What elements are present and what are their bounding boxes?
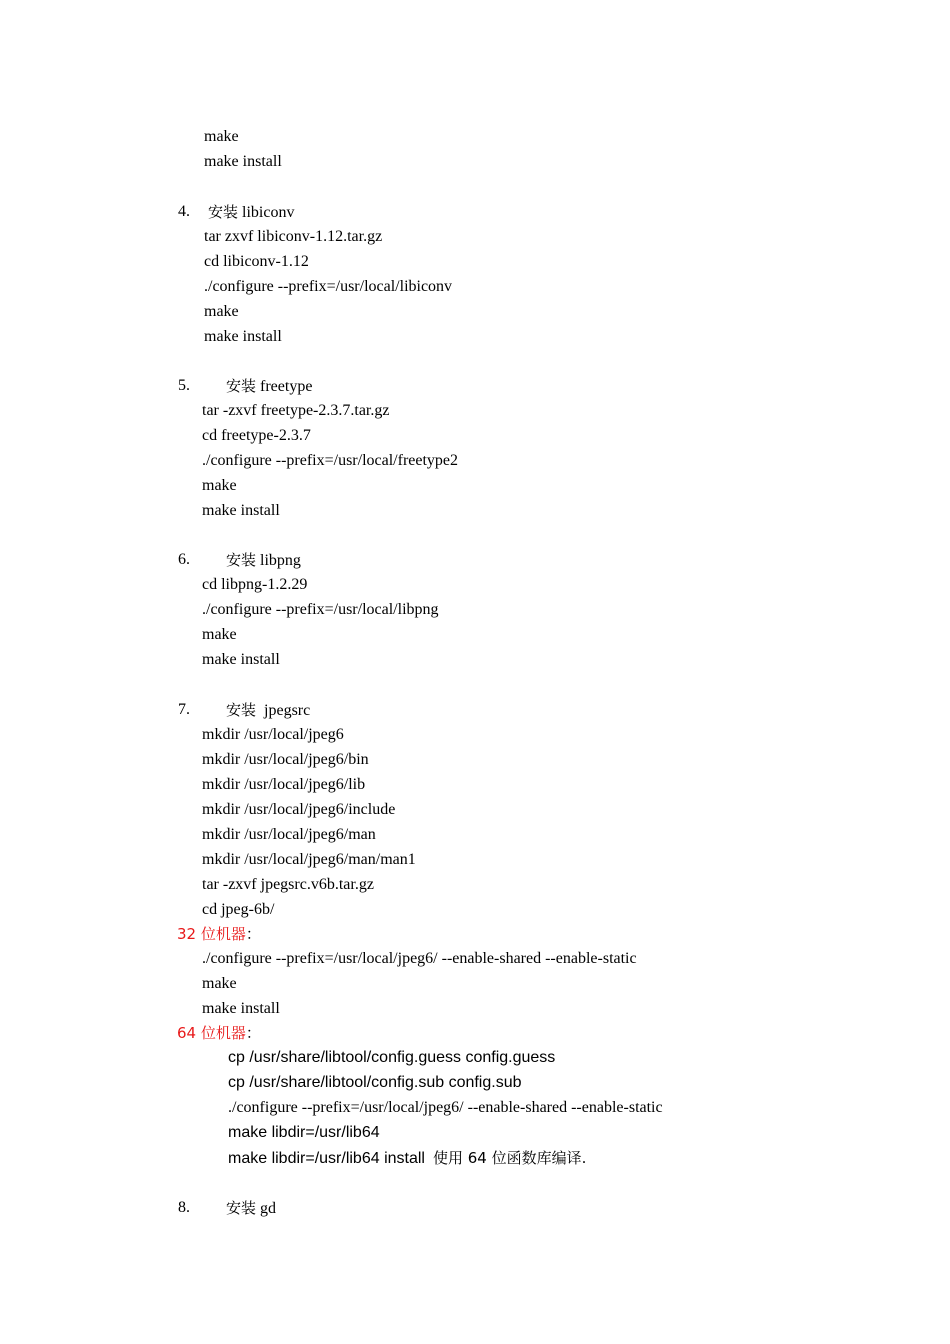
section-heading-name: gd xyxy=(260,1200,277,1217)
cmd-line: mkdir /usr/local/jpeg6/include xyxy=(202,801,396,818)
cmd-line: make libdir=/usr/lib64 xyxy=(228,1124,380,1141)
cmd-line: make install xyxy=(202,502,280,519)
cmd-line: mkdir /usr/local/jpeg6 xyxy=(202,726,344,743)
cmd-line-with-note xyxy=(228,1148,586,1169)
section-number: 6. xyxy=(178,551,190,568)
cmd-line: ./configure --prefix=/usr/local/libpng xyxy=(202,601,439,618)
section-heading-name: freetype xyxy=(260,378,313,395)
cmd-line: mkdir /usr/local/jpeg6/man/man1 xyxy=(202,851,416,868)
arch-32-colon: ： xyxy=(245,925,261,943)
section-heading xyxy=(208,202,294,223)
cmd-line: tar -zxvf freetype-2.3.7.tar.gz xyxy=(202,402,390,419)
section-heading xyxy=(226,550,301,571)
cmd-line: ./configure --prefix=/usr/local/jpeg6/ --enable-shared --enable-static xyxy=(202,950,637,967)
cmd-line: cd freetype-2.3.7 xyxy=(202,427,311,444)
section-heading xyxy=(226,700,310,721)
cmd-line: make xyxy=(202,477,237,494)
cmd-line: cd libiconv-1.12 xyxy=(204,253,309,270)
section-heading-cn: 安装 xyxy=(208,203,239,221)
section-heading-cn: 安装 xyxy=(226,551,257,569)
section-number: 4. xyxy=(178,203,190,220)
section-heading-name: libpng xyxy=(260,552,301,569)
cmd-line: make xyxy=(204,303,239,320)
cmd-line: cd jpeg-6b/ xyxy=(202,901,275,918)
arch-64-label: 64 位机器 xyxy=(177,1024,246,1042)
cmd-line: mkdir /usr/local/jpeg6/bin xyxy=(202,751,369,768)
cmd-line: make xyxy=(202,626,237,643)
cmd-line: cp /usr/share/libtool/config.guess config.guess xyxy=(228,1049,556,1066)
cmd-line: cd libpng-1.2.29 xyxy=(202,576,308,593)
arch-64-colon: ： xyxy=(245,1024,261,1042)
cmd-line: make install xyxy=(202,651,280,668)
section-heading-name: libiconv xyxy=(242,204,295,221)
section-number: 5. xyxy=(178,377,190,394)
arch-64-heading xyxy=(177,1023,261,1044)
cmd-line: mkdir /usr/local/jpeg6/lib xyxy=(202,776,366,793)
cmd-line: ./configure --prefix=/usr/local/freetype2 xyxy=(202,452,459,469)
section-heading-cn: 安装 xyxy=(226,1199,257,1217)
cmd-line: tar -zxvf jpegsrc.v6b.tar.gz xyxy=(202,876,374,893)
section-heading xyxy=(226,1198,276,1219)
cmd-line: make install xyxy=(204,153,282,170)
cmd-line: mkdir /usr/local/jpeg6/man xyxy=(202,826,376,843)
cmd-line: make install xyxy=(204,328,282,345)
section-number: 7. xyxy=(178,701,190,718)
cmd-line: make xyxy=(204,128,239,145)
section-heading xyxy=(226,376,312,397)
section-heading-cn: 安装 xyxy=(226,701,257,719)
cmd-line: cp /usr/share/libtool/config.sub config.sub xyxy=(228,1074,522,1091)
cmd-note: 使用 64 位函数库编译. xyxy=(432,1149,587,1167)
section-number: 8. xyxy=(178,1199,190,1216)
arch-32-label: 32 位机器 xyxy=(177,925,246,943)
cmd-line: make install xyxy=(202,1000,280,1017)
cmd-line: ./configure --prefix=/usr/local/jpeg6/ --enable-shared --enable-static xyxy=(228,1099,663,1116)
cmd-line: tar zxvf libiconv-1.12.tar.gz xyxy=(204,228,383,245)
cmd-text: make libdir=/usr/lib64 install xyxy=(228,1150,425,1167)
arch-32-heading xyxy=(177,924,261,945)
cmd-line: make xyxy=(202,975,237,992)
cmd-line: ./configure --prefix=/usr/local/libiconv xyxy=(204,278,453,295)
section-heading-name: jpegsrc xyxy=(264,702,311,719)
section-heading-cn: 安装 xyxy=(226,377,257,395)
